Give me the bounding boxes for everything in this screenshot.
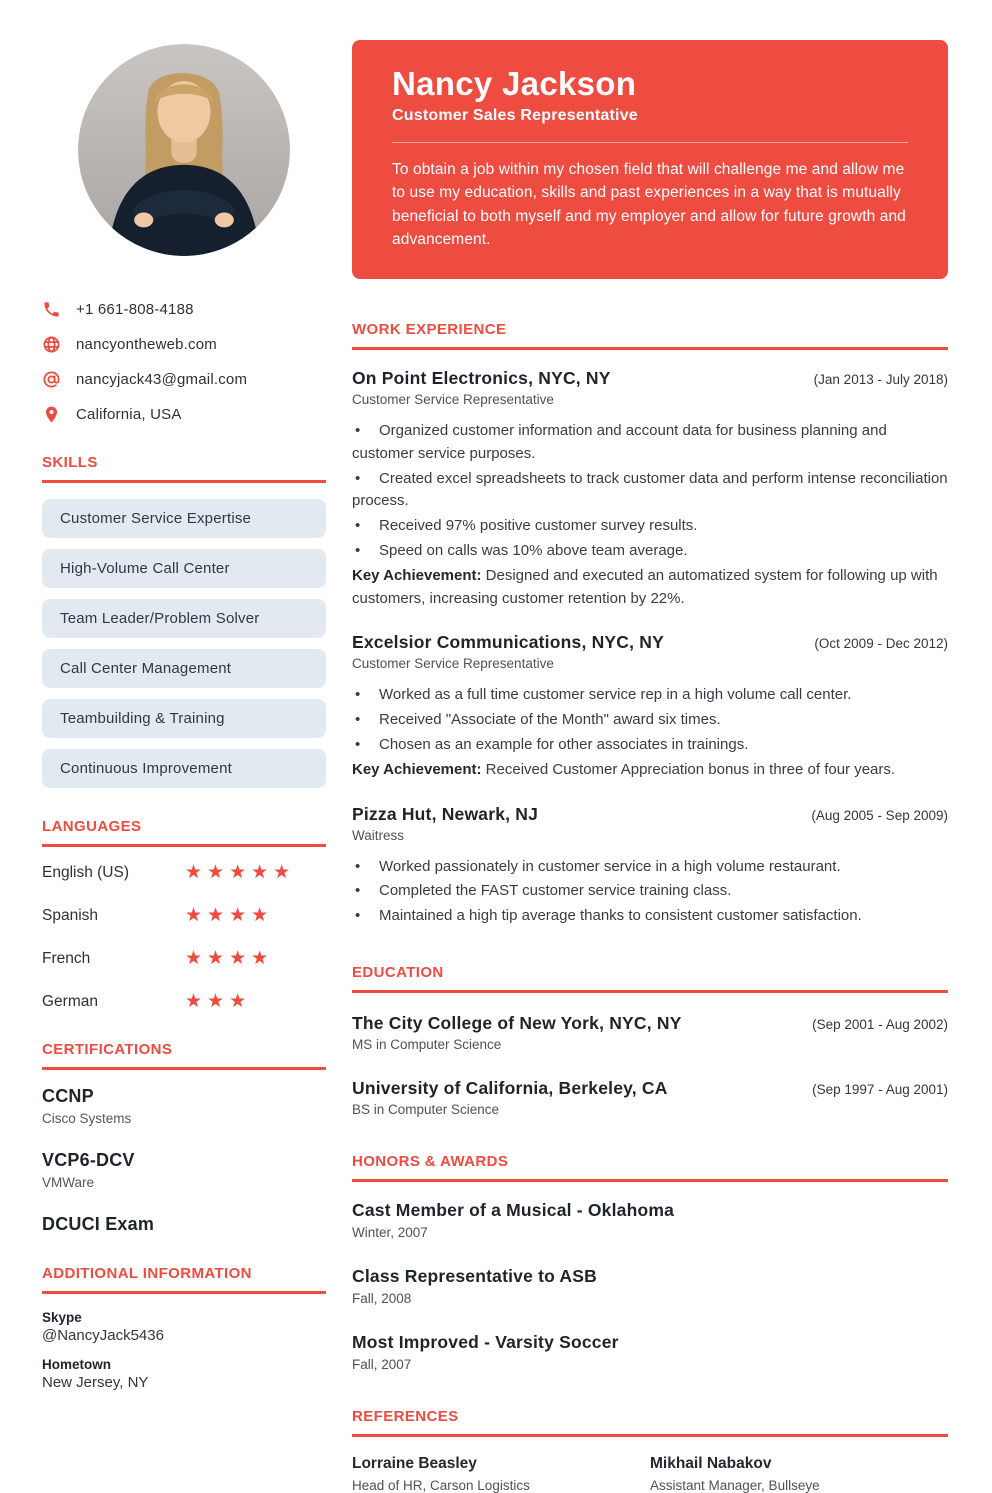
contact-phone (42, 300, 326, 319)
language-row (42, 949, 326, 968)
school-date: (Sep 2001 - Aug 2002) (812, 1016, 948, 1032)
skill-pill: Teambuilding & Training (42, 699, 326, 738)
job-role: Customer Service Representative (352, 392, 554, 407)
school-name: The City College of New York, NYC, NY (352, 1012, 682, 1033)
certification-item (42, 1150, 326, 1190)
header-divider (392, 142, 908, 143)
school-date: (Sep 1997 - Aug 2001) (812, 1081, 948, 1097)
skill-pill: Team Leader/Problem Solver (42, 599, 326, 638)
certifications-section (42, 1041, 326, 1235)
certification-name: CCNP (42, 1086, 94, 1106)
job-bullet: • Created excel spreadsheets to track customer data and perform intense reconciliation process. (352, 468, 948, 514)
award-date: Fall, 2008 (352, 1290, 412, 1306)
person-job-title: Customer Sales Representative (392, 107, 638, 124)
job-bullet: • Chosen as an example for other associates in trainings. (352, 734, 948, 757)
certification-item (42, 1214, 326, 1235)
job-role: Waitress (352, 827, 405, 843)
key-achievement-label: Key Achievement: (352, 760, 482, 778)
education-section (352, 964, 948, 1117)
job-company: Excelsior Communications, NYC, NY (352, 632, 664, 653)
job-header (352, 632, 948, 653)
additional-info-section (42, 1265, 326, 1391)
reference-entry (650, 1455, 948, 1493)
additional-info-value: New Jersey, NY (42, 1374, 149, 1391)
reference-role: Assistant Manager, Bullseye (650, 1477, 820, 1493)
job-bullet: • Worked passionately in customer service in a high volume restaurant. (352, 856, 948, 879)
additional-info-item (42, 1310, 326, 1344)
honors-awards-section (352, 1153, 948, 1372)
profile-photo-illustration (78, 44, 290, 256)
award-name: Class Representative to ASB (352, 1265, 597, 1286)
award-entry (352, 1266, 948, 1306)
certifications-heading: CERTIFICATIONS (42, 1041, 326, 1070)
job-bullets (352, 684, 948, 781)
contact-phone-value: +1 661-808-4188 (76, 301, 194, 318)
key-achievement (352, 759, 948, 782)
skill-pill: Customer Service Expertise (42, 499, 326, 538)
references-heading: REFERENCES (352, 1408, 948, 1437)
additional-info-value: @NancyJack5436 (42, 1327, 164, 1344)
reference-role: Head of HR, Carson Logistics (352, 1477, 530, 1493)
job-date: (Oct 2009 - Dec 2012) (814, 636, 948, 652)
job-bullets (352, 420, 948, 610)
additional-info-heading: ADDITIONAL INFORMATION (42, 1265, 326, 1294)
job-bullet: • Received "Associate of the Month" award six times. (352, 709, 948, 732)
job-date: (Jan 2013 - July 2018) (813, 372, 948, 387)
certification-item (42, 1086, 326, 1126)
job-entry (352, 368, 948, 610)
award-name: Cast Member of a Musical - Oklahoma (352, 1199, 675, 1220)
award-date: Fall, 2007 (352, 1356, 412, 1372)
language-rating-stars: ★★★ (185, 991, 252, 1012)
work-experience-section (352, 321, 948, 928)
key-achievement (352, 565, 948, 611)
reference-entry (352, 1455, 650, 1493)
job-company: On Point Electronics, NYC, NY (352, 368, 611, 388)
job-bullet: • Speed on calls was 10% above team average. (352, 540, 948, 563)
contact-location-value: California, USA (76, 406, 182, 423)
language-rating-stars: ★★★★ (185, 905, 274, 926)
job-entry (352, 632, 948, 781)
languages-section (42, 818, 326, 1011)
certification-name: DCUCI Exam (42, 1214, 155, 1234)
job-header (352, 804, 948, 825)
contact-website-value: nancyontheweb.com (76, 336, 217, 353)
job-bullet: • Organized customer information and account data for business planning and customer service purposes. (352, 420, 948, 466)
contact-list (42, 300, 326, 424)
school-name: University of California, Berkeley, CA (352, 1077, 668, 1098)
job-bullet: • Completed the FAST customer service training class. (352, 880, 948, 903)
school-entry (352, 1013, 948, 1052)
profile-photo (78, 44, 290, 256)
contact-email-value: nancyjack43@gmail.com (76, 371, 248, 388)
additional-info-item (42, 1357, 326, 1391)
award-entry (352, 1332, 948, 1372)
sidebar (42, 40, 326, 1493)
skill-pill: Continuous Improvement (42, 749, 326, 788)
language-name: German (42, 992, 98, 1010)
school-header (352, 1078, 948, 1099)
language-name: English (US) (42, 863, 129, 881)
skills-heading: SKILLS (42, 454, 326, 483)
job-date: (Aug 2005 - Sep 2009) (811, 807, 948, 823)
key-achievement-text: Received Customer Appreciation bonus in three of four years. (485, 760, 896, 778)
contact-location (42, 405, 326, 424)
references-section (352, 1408, 948, 1493)
school-entry (352, 1078, 948, 1117)
job-entry (352, 804, 948, 928)
language-rating-stars: ★★★★ (185, 948, 274, 969)
education-heading: EDUCATION (352, 964, 948, 993)
contact-email (42, 370, 326, 389)
job-bullets (352, 856, 948, 928)
contact-website (42, 335, 326, 354)
language-rating-stars: ★★★★★ (185, 862, 296, 883)
skill-pill: High-Volume Call Center (42, 549, 326, 588)
skills-section (42, 454, 326, 788)
language-row (42, 992, 326, 1011)
certification-name: VCP6-DCV (42, 1150, 135, 1170)
language-name: French (42, 949, 91, 967)
languages-heading: LANGUAGES (42, 818, 326, 847)
key-achievement-label: Key Achievement: (352, 566, 482, 584)
objective-text: To obtain a job within my chosen field that will challenge me and allow me to use my education, skills and past experiences in a way that is mutually beneficial to both myself and my employer and allow for future growth and advancement. (392, 161, 906, 248)
main-content (352, 40, 948, 1493)
reference-name: Mikhail Nabakov (650, 1454, 772, 1472)
job-role: Customer Service Representative (352, 656, 554, 672)
phone-icon (42, 300, 61, 319)
honors-awards-heading: HONORS & AWARDS (352, 1153, 948, 1182)
person-name: Nancy Jackson (392, 65, 637, 102)
school-degree: BS in Computer Science (352, 1101, 500, 1117)
skill-pill: Call Center Management (42, 649, 326, 688)
location-icon (42, 405, 61, 424)
key-achievement-text: Designed and executed an automatized system for following up with customers, increasing customer retention by 22%. (352, 566, 938, 607)
additional-info-label: Hometown (42, 1357, 111, 1372)
job-header (352, 368, 948, 389)
school-header (352, 1013, 948, 1034)
language-name: Spanish (42, 906, 99, 924)
job-bullet: • Received 97% positive customer survey results. (352, 515, 948, 538)
references-grid (352, 1455, 948, 1493)
award-date: Winter, 2007 (352, 1224, 428, 1240)
certification-issuer: Cisco Systems (42, 1111, 132, 1126)
language-row (42, 906, 326, 925)
work-experience-heading: WORK EXPERIENCE (352, 321, 948, 350)
school-degree: MS in Computer Science (352, 1036, 502, 1052)
award-name: Most Improved - Varsity Soccer (352, 1331, 619, 1352)
additional-info-label: Skype (42, 1310, 82, 1325)
header-card (352, 40, 948, 279)
at-icon (42, 370, 61, 389)
certification-issuer: VMWare (42, 1175, 95, 1190)
reference-name: Lorraine Beasley (352, 1454, 477, 1472)
job-company: Pizza Hut, Newark, NJ (352, 803, 539, 824)
job-bullet: • Worked as a full time customer service rep in a high volume call center. (352, 684, 948, 707)
award-entry (352, 1200, 948, 1240)
job-bullet: • Maintained a high tip average thanks to consistent customer satisfaction. (352, 905, 948, 928)
language-row (42, 863, 326, 882)
globe-icon (42, 335, 61, 354)
